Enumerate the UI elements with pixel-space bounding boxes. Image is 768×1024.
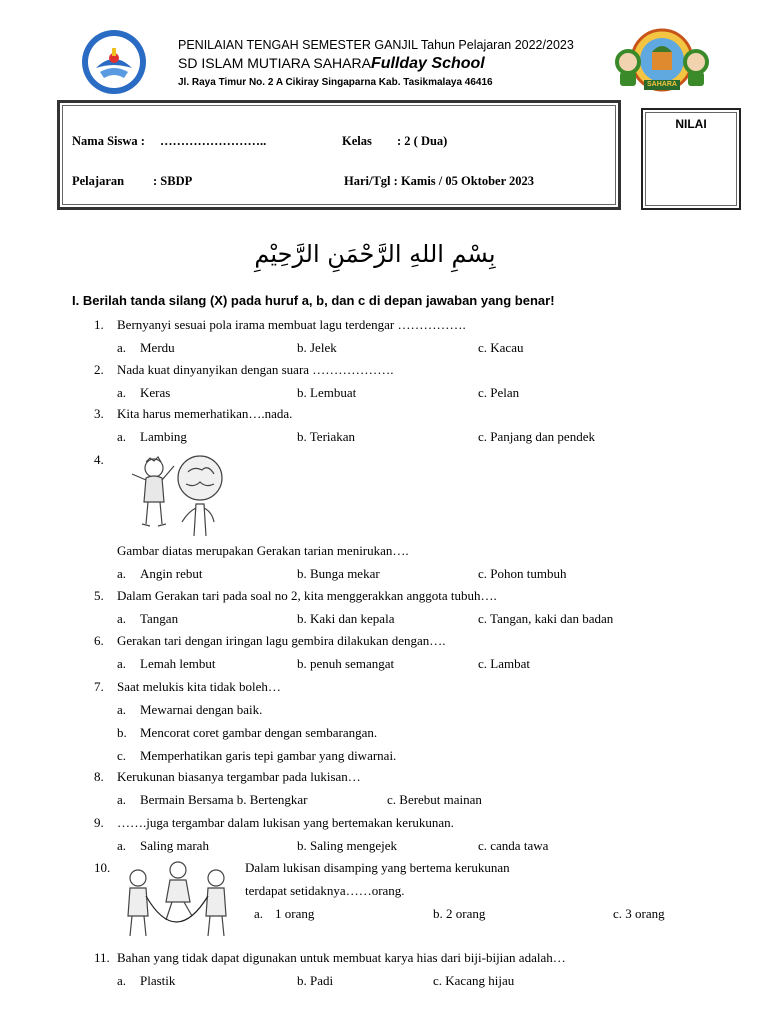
option-c[interactable]: Memperhatikan garis tepi gambar yang diwarnai. xyxy=(140,748,397,763)
option-letter: a. xyxy=(117,702,127,717)
option-a[interactable]: Bermain Bersama b. Bertengkar xyxy=(140,792,308,807)
exam-title: PENILAIAN TENGAH SEMESTER GANJIL Tahun Pelajaran 2022/2023 xyxy=(178,38,574,52)
question-text: Bernyanyi sesuai pola irama membuat lagu terdengar ……………. xyxy=(117,317,466,332)
option-letter: a. xyxy=(117,656,127,671)
question-text: Saat melukis kita tidak boleh… xyxy=(117,679,281,694)
question-text: Kita harus memerhatikan….nada. xyxy=(117,406,293,421)
option-c[interactable]: c. Tangan, kaki dan badan xyxy=(478,611,614,626)
name-field[interactable]: …………………….. xyxy=(160,134,267,148)
question-number: 5. xyxy=(94,588,104,603)
option-b[interactable]: b. Lembuat xyxy=(297,385,357,400)
question-text: Bahan yang tidak dapat digunakan untuk membuat karya hias dari biji-bijian adalah… xyxy=(117,950,566,965)
option-a[interactable]: 1 orang xyxy=(275,906,315,921)
option-c[interactable]: c. Panjang dan pendek xyxy=(478,429,595,444)
option-a[interactable]: Angin rebut xyxy=(140,566,203,581)
option-b[interactable]: b. Kaki dan kepala xyxy=(297,611,395,626)
option-letter: a. xyxy=(117,838,127,853)
option-letter: a. xyxy=(117,566,127,581)
school-address: Jl. Raya Timur No. 2 A Cikiray Singaparna Kab. Tasikmalaya 46416 xyxy=(178,77,493,88)
option-a[interactable]: Mewarnai dengan baik. xyxy=(140,702,263,717)
question-number: 2. xyxy=(94,362,104,377)
option-a[interactable]: Keras xyxy=(140,385,171,400)
option-c[interactable]: c. Lambat xyxy=(478,656,530,671)
question-number: 3. xyxy=(94,406,104,421)
score-box[interactable] xyxy=(641,108,741,210)
option-letter: a. xyxy=(117,385,127,400)
question-text: Kerukunan biasanya tergambar pada lukisan… xyxy=(117,769,361,784)
class-label: Kelas xyxy=(342,134,372,148)
option-b[interactable]: Mencorat coret gambar dengan sembarangan. xyxy=(140,725,378,740)
question-text: Dalam Gerakan tari pada soal no 2, kita menggerakkan anggota tubuh…. xyxy=(117,588,497,603)
question-text: Gerakan tari dengan iringan lagu gembira dilakukan dengan…. xyxy=(117,633,446,648)
sahara-school-logo xyxy=(612,26,712,98)
student-info-box xyxy=(57,100,621,210)
score-label: NILAI xyxy=(675,117,707,131)
option-b[interactable]: b. 2 orang xyxy=(433,906,486,921)
date-label: Hari/Tgl : Kamis / 05 Oktober 2023 xyxy=(344,174,535,188)
option-letter: a. xyxy=(117,792,127,807)
option-b[interactable]: b. Saling mengejek xyxy=(297,838,398,853)
name-label: Nama Siswa : xyxy=(72,134,145,148)
option-b[interactable]: b. Jelek xyxy=(297,340,337,355)
question-text: terdapat setidaknya……orang. xyxy=(245,883,405,898)
option-c[interactable]: c. Pelan xyxy=(478,385,520,400)
subject-value: : SBDP xyxy=(153,174,193,188)
dancing-child-tree-illustration xyxy=(124,452,224,538)
question-number: 9. xyxy=(94,815,104,830)
option-a[interactable]: Saling marah xyxy=(140,838,209,853)
option-b[interactable]: b. Bunga mekar xyxy=(297,566,380,581)
option-c[interactable]: c. canda tawa xyxy=(478,838,549,853)
option-a[interactable]: Lemah lembut xyxy=(140,656,216,671)
class-value: : 2 ( Dua) xyxy=(397,134,448,148)
option-c[interactable]: c. 3 orang xyxy=(613,906,665,921)
question-number: 4. xyxy=(94,452,104,467)
option-letter: a. xyxy=(117,429,127,444)
option-c[interactable]: c. Kacau xyxy=(478,340,524,355)
option-a[interactable]: Tangan xyxy=(140,611,179,626)
question-text: Gambar diatas merupakan Gerakan tarian menirukan…. xyxy=(117,543,409,558)
option-a[interactable]: Lambing xyxy=(140,429,187,444)
bismillah-calligraphy: بِسْمِ اللهِ الرَّحْمَنِ الرَّحِيْمِ xyxy=(254,240,496,268)
option-c[interactable]: c. Kacang hijau xyxy=(433,973,515,988)
question-text: …….juga tergambar dalam lukisan yang bertemakan kerukunan. xyxy=(117,815,454,830)
option-c[interactable]: c. Berebut mainan xyxy=(387,792,482,807)
question-number: 8. xyxy=(94,769,104,784)
logo-banner-text: SAHARA xyxy=(647,81,677,88)
option-letter: b. xyxy=(117,725,127,740)
question-number: 1. xyxy=(94,317,104,332)
option-letter: a. xyxy=(117,973,127,988)
option-b[interactable]: b. penuh semangat xyxy=(297,656,395,671)
option-b[interactable]: b. Teriakan xyxy=(297,429,356,444)
question-text: Nada kuat dinyanyikan dengan suara ………………. xyxy=(117,362,394,377)
subject-label: Pelajaran xyxy=(72,174,125,188)
tut-wuri-handayani-logo xyxy=(78,28,150,96)
option-c[interactable]: c. Pohon tumbuh xyxy=(478,566,567,581)
option-letter: a. xyxy=(117,611,127,626)
school-name: SD ISLAM MUTIARA SAHARAFullday School xyxy=(178,55,485,72)
option-a[interactable]: Merdu xyxy=(140,340,175,355)
question-number: 6. xyxy=(94,633,104,648)
option-a[interactable]: Plastik xyxy=(140,973,176,988)
children-skipping-rope-illustration xyxy=(116,858,236,942)
option-letter: c. xyxy=(117,748,127,763)
question-text: Dalam lukisan disamping yang bertema kerukunan xyxy=(245,860,510,875)
question-number: 11. xyxy=(94,950,110,965)
option-b[interactable]: b. Padi xyxy=(297,973,334,988)
question-number: 7. xyxy=(94,679,104,694)
question-number: 10. xyxy=(94,860,111,875)
section-instruction: I. Berilah tanda silang (X) pada huruf a, b, dan c di depan jawaban yang benar! xyxy=(72,293,555,308)
option-letter: a. xyxy=(117,340,127,355)
option-letter: a. xyxy=(254,906,264,921)
